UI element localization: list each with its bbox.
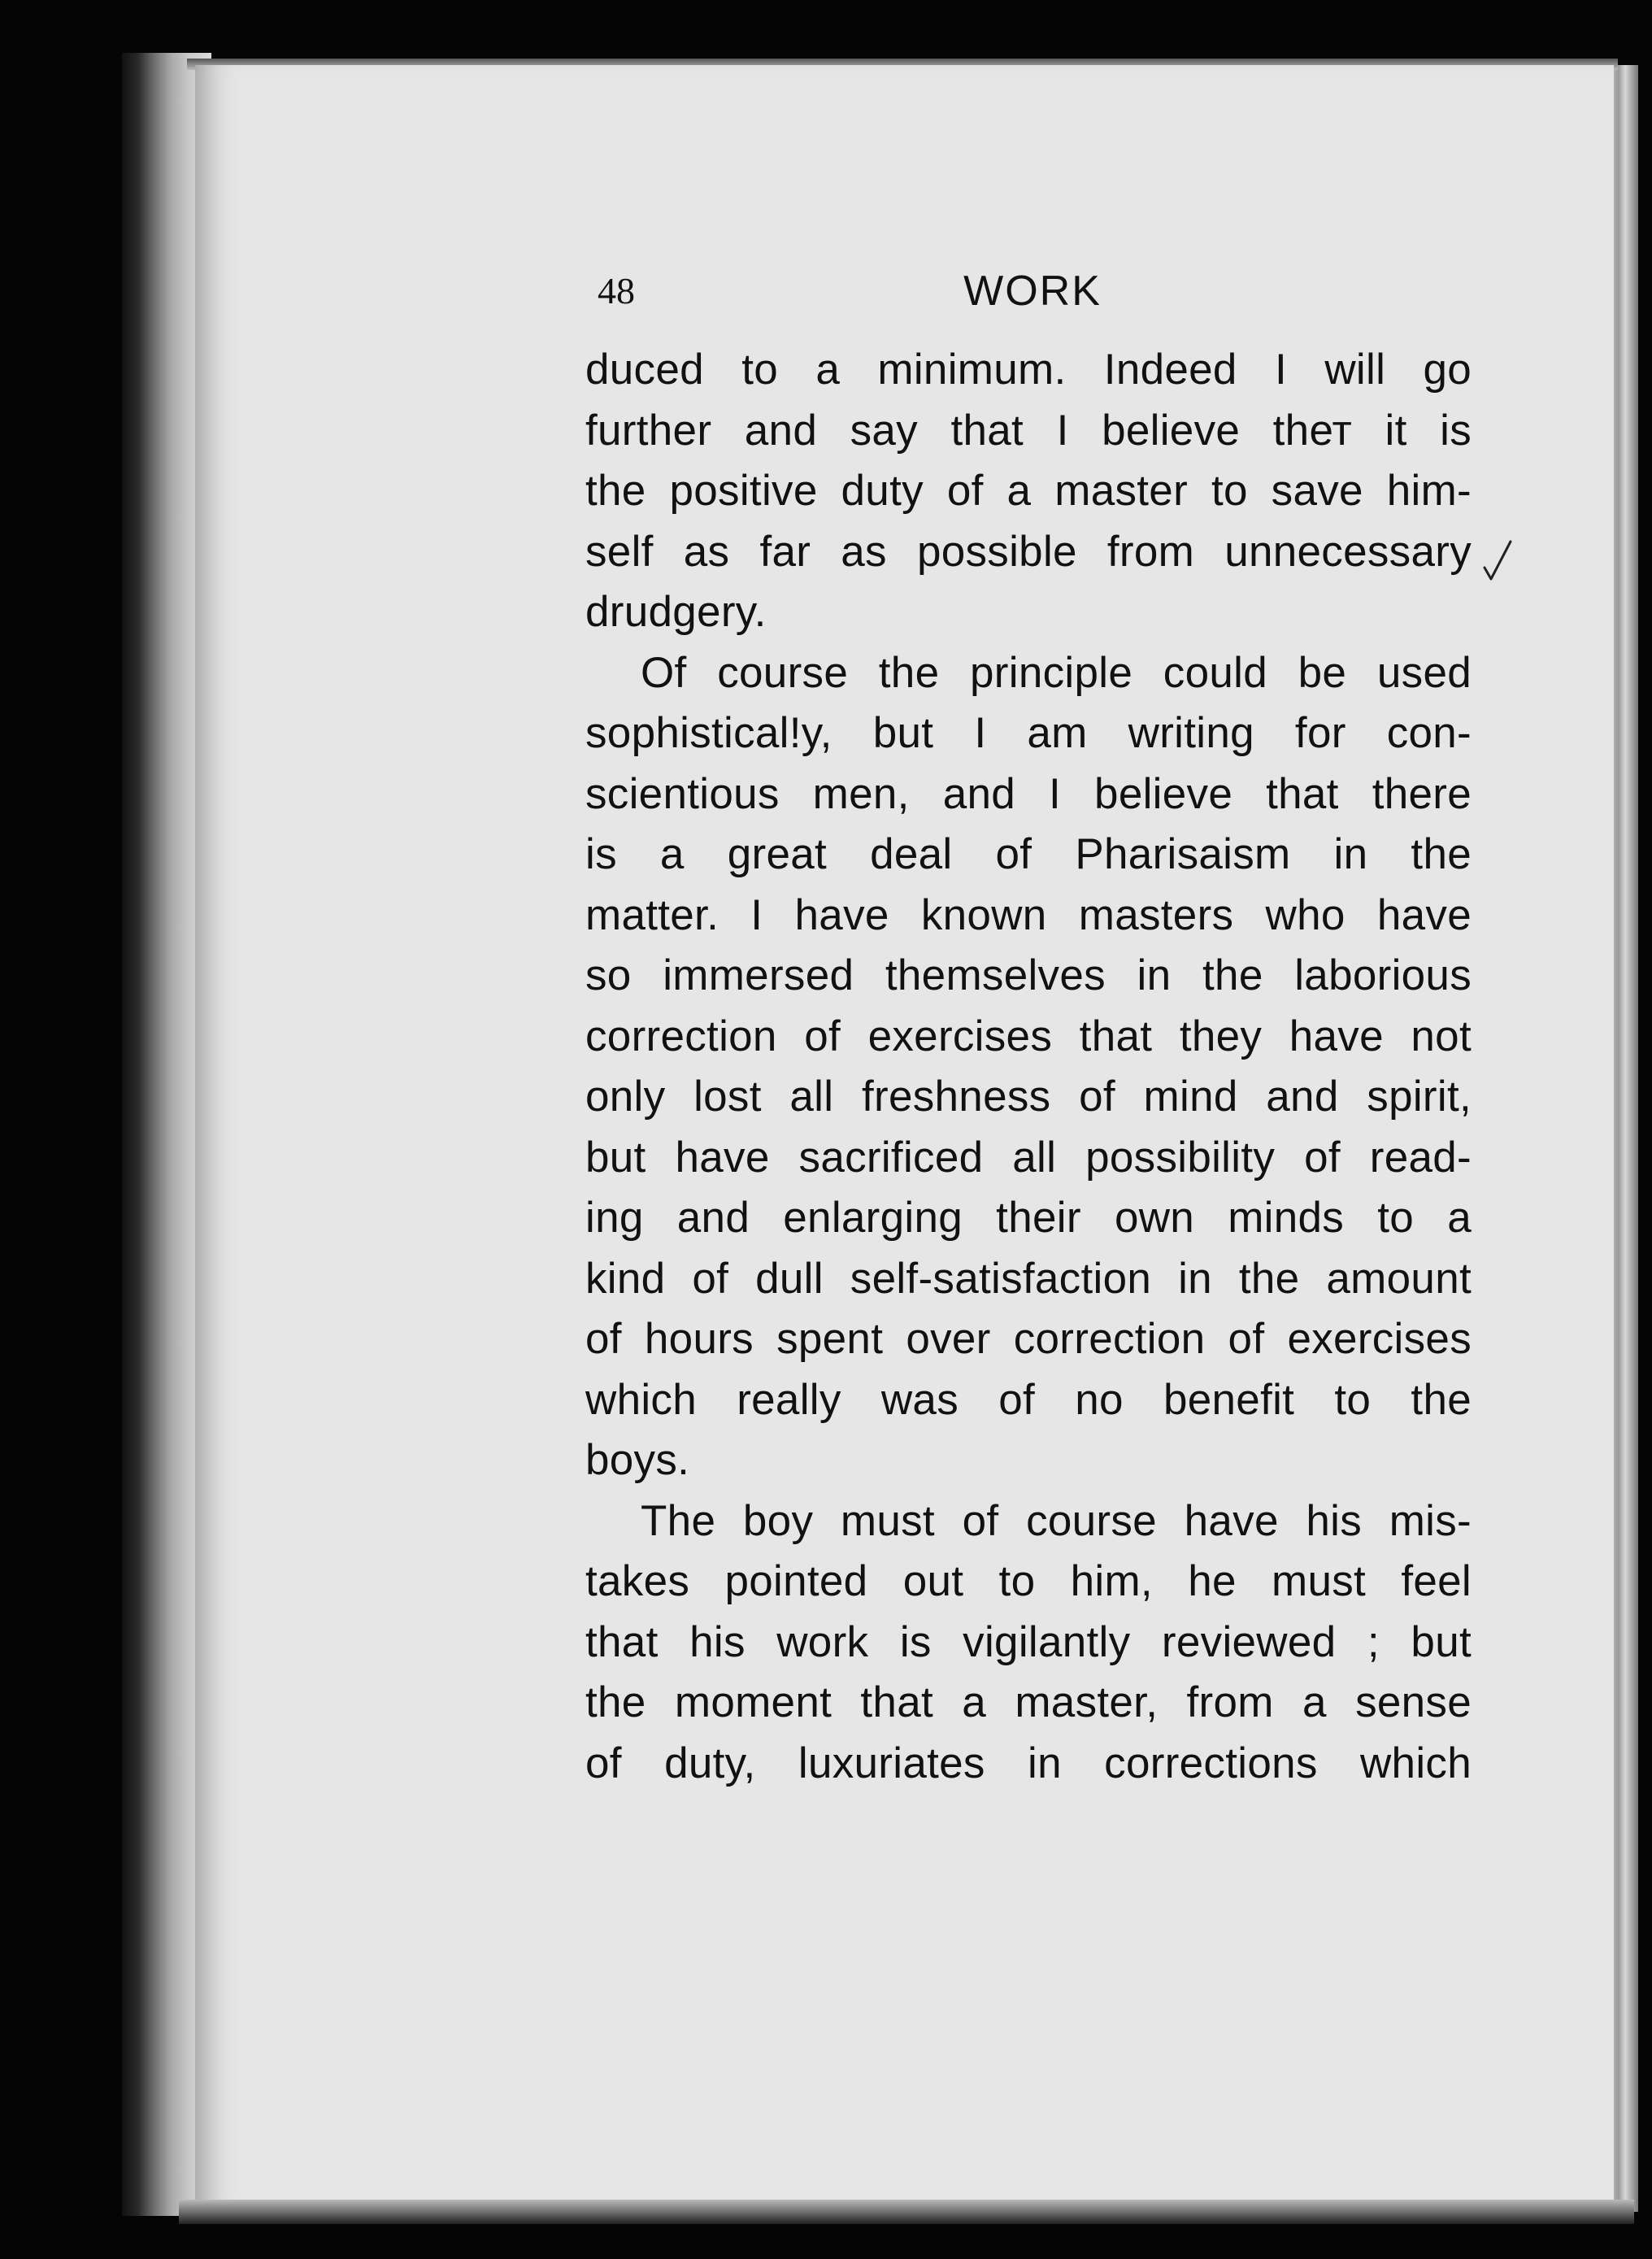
text-line: only lost all freshness of mind and spirit, (585, 1073, 1472, 1121)
check-mark-icon (1481, 537, 1514, 585)
text-line: the positive duty of a master to save him- (585, 467, 1472, 515)
text-line: self as far as possible from unnecessary (585, 527, 1472, 576)
text-line: kind of dull self-satisfaction in the amount (585, 1254, 1472, 1303)
text-line: further and say that I believe thет it is (585, 406, 1472, 455)
text-line: matter. I have known masters who have (585, 890, 1472, 939)
text-line: which really was of no benefit to the (585, 1375, 1472, 1424)
body-text (585, 340, 1472, 1794)
text-line: of hours spent over correction of exercises (585, 1315, 1472, 1363)
running-head: WORK (963, 268, 1102, 315)
text-line: boys. (585, 1436, 690, 1484)
text-line: is a great deal of Pharisaism in the (585, 830, 1472, 878)
text-line: but have sacrificed all possibility of read- (585, 1133, 1472, 1182)
page-header (598, 259, 1467, 332)
page-number: 48 (598, 270, 635, 311)
text-line: so immersed themselves in the laborious (585, 951, 1472, 999)
page-bottom-edge (179, 2200, 1634, 2224)
text-line: duced to a minimum. Indeed I will go (585, 346, 1472, 394)
text-line: scientious men, and I believe that there (585, 769, 1472, 818)
text-line: of duty, luxuriates in corrections which (585, 1739, 1472, 1787)
text-line: the moment that a master, from a sense (585, 1678, 1472, 1726)
text-line: drudgery. (585, 588, 767, 636)
text-line: sophistical!y, but I am writing for con- (585, 709, 1472, 757)
text-line: takes pointed out to him, he must feel (585, 1557, 1472, 1605)
text-line: The boy must of course have his mis- (641, 1496, 1472, 1545)
text-line: correction of exercises that they have not (585, 1012, 1472, 1060)
text-line: Of course the principle could be used (641, 648, 1472, 697)
text-line: ing and enlarging their own minds to a (585, 1194, 1472, 1242)
text-line: that his work is vigilantly reviewed ; but (585, 1617, 1472, 1666)
